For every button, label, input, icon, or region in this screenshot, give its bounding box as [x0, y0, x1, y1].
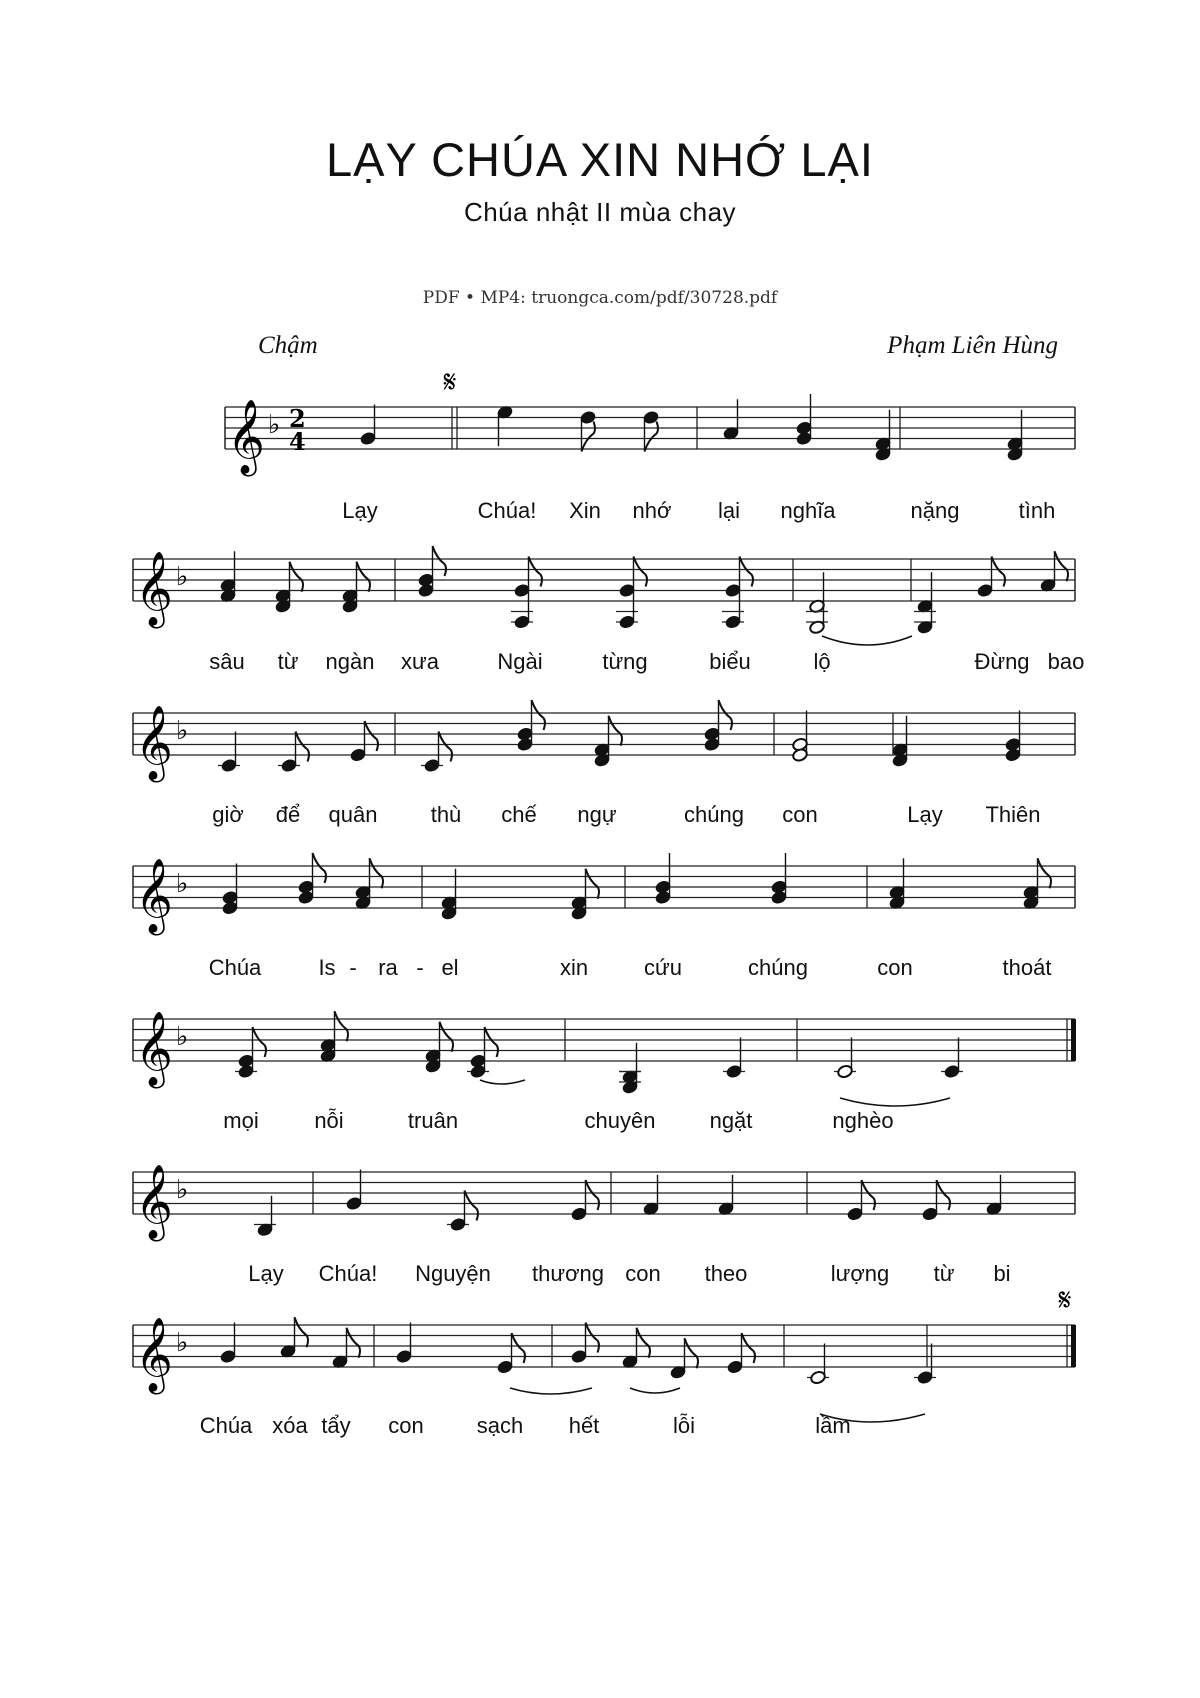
lyric-syllable: xin [559, 955, 589, 980]
lyric-syllable: quân [328, 802, 378, 827]
lyric-syllable: chúng [748, 955, 808, 980]
flat-icon: ♭ [176, 869, 189, 899]
note-flag [740, 557, 754, 587]
lyric-syllable: - [349, 955, 357, 980]
lyric-syllable: bi [993, 1261, 1011, 1286]
note-flag [586, 1323, 600, 1353]
note-flag [295, 1317, 309, 1347]
lyric-syllable: Lạy [907, 802, 943, 827]
tie-slur [840, 1098, 950, 1106]
lyric-syllable: Chúa [199, 1413, 253, 1438]
lyric-syllable: thương [532, 1261, 604, 1286]
lyric-syllable: lại [717, 498, 741, 523]
note-flag [485, 1027, 499, 1057]
note-flag [609, 716, 623, 746]
lyric-syllable: truân [407, 1108, 459, 1133]
staff-system-1 [225, 365, 1075, 523]
lyric-syllable: cứu [644, 955, 682, 980]
staff-system-6 [133, 1165, 1075, 1286]
lyric-syllable: Chúa! [318, 1261, 378, 1286]
tie-slur [480, 1080, 525, 1084]
lyric-syllable: nghèo [832, 1108, 894, 1133]
segno-icon: 𝄋 [1058, 1283, 1072, 1318]
lyric-syllable: biểu [709, 649, 751, 674]
lyric-syllable: bao [1047, 649, 1085, 674]
note-flag [742, 1333, 756, 1363]
lyric-syllable: Thiên [985, 802, 1041, 827]
lyric-syllable: nhớ [632, 498, 672, 523]
note-flag [365, 721, 379, 751]
flat-icon: ♭ [176, 1022, 189, 1052]
tie-slur [822, 636, 912, 645]
note-flag [645, 422, 659, 452]
lyric-syllable: lộ [813, 649, 831, 674]
note-flag [937, 1180, 951, 1210]
lyric-syllable: từng [602, 649, 648, 674]
lyric-syllable: tình [1018, 498, 1056, 523]
flat-icon: ♭ [176, 562, 189, 592]
note-flag [439, 732, 453, 762]
lyric-syllable: giờ [212, 802, 244, 827]
lyric-syllable: Is [318, 955, 336, 980]
staff-system-2 [133, 546, 1084, 674]
note-flag [586, 1180, 600, 1210]
treble-clef-icon: 𝄞 [135, 1318, 173, 1392]
lyric-syllable: ngự [577, 802, 617, 827]
lyric-syllable: để [275, 802, 301, 827]
lyric-syllable: chúng [684, 802, 744, 827]
note-flag [440, 1022, 454, 1052]
lyric-syllable: xưa [401, 649, 439, 674]
note-flag [685, 1338, 699, 1368]
treble-clef-icon: 𝄞 [135, 1012, 173, 1086]
note-flag [465, 1191, 479, 1221]
treble-clef-icon: 𝄞 [135, 859, 173, 933]
lyric-syllable: sâu [209, 649, 245, 674]
lyric-syllable: mọi [223, 1108, 259, 1133]
treble-clef-icon: 𝄞 [135, 552, 173, 626]
note-flag [586, 869, 600, 899]
lyric-syllable: từ [933, 1261, 955, 1286]
lyric-syllable: con [625, 1261, 661, 1286]
page-title: LẠY CHÚA XIN NHỚ LẠI [326, 133, 874, 186]
treble-clef-icon: 𝄞 [135, 1165, 173, 1239]
flat-icon: ♭ [176, 1328, 189, 1358]
note-flag [253, 1027, 267, 1057]
source-link[interactable]: PDF • MP4: truongca.com/pdf/30728.pdf [422, 288, 778, 308]
note-flag [719, 700, 733, 730]
lyric-syllable: thù [430, 802, 462, 827]
lyric-syllable: theo [704, 1261, 748, 1286]
lyric-syllable: Chúa! [477, 498, 537, 523]
final-barline-thick [1071, 1325, 1076, 1367]
lyric-syllable: xóa [272, 1413, 308, 1438]
composer-name: Phạm Liên Hùng [887, 332, 1058, 359]
lyric-syllable: Lạy [248, 1261, 284, 1286]
page-subtitle: Chúa nhật II mùa chay [463, 197, 737, 227]
note-flag [992, 557, 1006, 587]
time-signature-bottom: 4 [289, 427, 306, 456]
lyric-syllable: Chúa [208, 955, 262, 980]
flat-icon: ♭ [268, 410, 281, 440]
flat-icon: ♭ [176, 716, 189, 746]
lyric-syllable: nghĩa [780, 498, 836, 523]
note-flag [637, 1328, 651, 1358]
lyric-syllable: con [877, 955, 913, 980]
lyric-syllable: nặng [910, 498, 960, 523]
lyric-syllable: từ [277, 649, 299, 674]
note-flag [313, 853, 327, 883]
note-flag [433, 546, 447, 576]
lyric-syllable: con [782, 802, 818, 827]
segno-icon: 𝄋 [443, 365, 457, 400]
lyric-syllable: ngặt [709, 1108, 753, 1133]
tie-slur [630, 1388, 680, 1393]
lyric-syllable: lượng [830, 1261, 890, 1286]
lyric-syllable: nỗi [314, 1108, 344, 1133]
lyric-syllable: tẩy [321, 1413, 351, 1438]
lyric-syllable: Lạy [342, 498, 378, 523]
time-signature-top: 2 [289, 404, 306, 433]
treble-clef-icon: 𝄞 [135, 706, 173, 780]
lyric-syllable: chế [501, 802, 537, 827]
note-flag [1055, 551, 1069, 581]
note-flag [335, 1011, 349, 1041]
staff-system-7 [133, 1283, 1076, 1438]
note-flag [582, 422, 596, 452]
lyric-syllable: ra [378, 955, 398, 980]
note-flag [532, 700, 546, 730]
note-flag [529, 557, 543, 587]
lyric-syllable: Đừng [974, 649, 1030, 674]
lyric-syllable: chuyên [584, 1108, 656, 1133]
staff-system-3 [133, 700, 1075, 827]
note-flag [512, 1333, 526, 1363]
note-flag [862, 1180, 876, 1210]
lyric-syllable: hết [568, 1413, 600, 1438]
treble-clef-icon: 𝄞 [227, 400, 265, 474]
note-flag [1038, 858, 1052, 888]
lyric-syllable: el [441, 955, 459, 980]
note-flag [357, 562, 371, 592]
lyric-syllable: sạch [476, 1413, 524, 1438]
note-flag [370, 858, 384, 888]
lyric-syllable: Nguyện [415, 1261, 491, 1286]
lyric-syllable: - [416, 955, 424, 980]
tempo-marking: Chậm [258, 332, 318, 359]
lyric-syllable: con [388, 1413, 424, 1438]
tie-slur [510, 1388, 592, 1394]
lyric-syllable: lỗi [672, 1413, 696, 1438]
lyric-syllable: Ngài [497, 649, 543, 674]
lyric-syllable: lầm [815, 1413, 851, 1438]
note-flag [634, 557, 648, 587]
lyric-syllable: thoát [1002, 955, 1052, 980]
final-barline-thick [1071, 1019, 1076, 1061]
note-flag [296, 732, 310, 762]
flat-icon: ♭ [176, 1175, 189, 1205]
lyric-syllable: Xin [569, 498, 601, 523]
note-flag [290, 562, 304, 592]
staff-system-4 [133, 853, 1075, 980]
note-flag [347, 1328, 361, 1358]
staff-system-5 [133, 1011, 1076, 1133]
lyric-syllable: ngàn [325, 649, 375, 674]
